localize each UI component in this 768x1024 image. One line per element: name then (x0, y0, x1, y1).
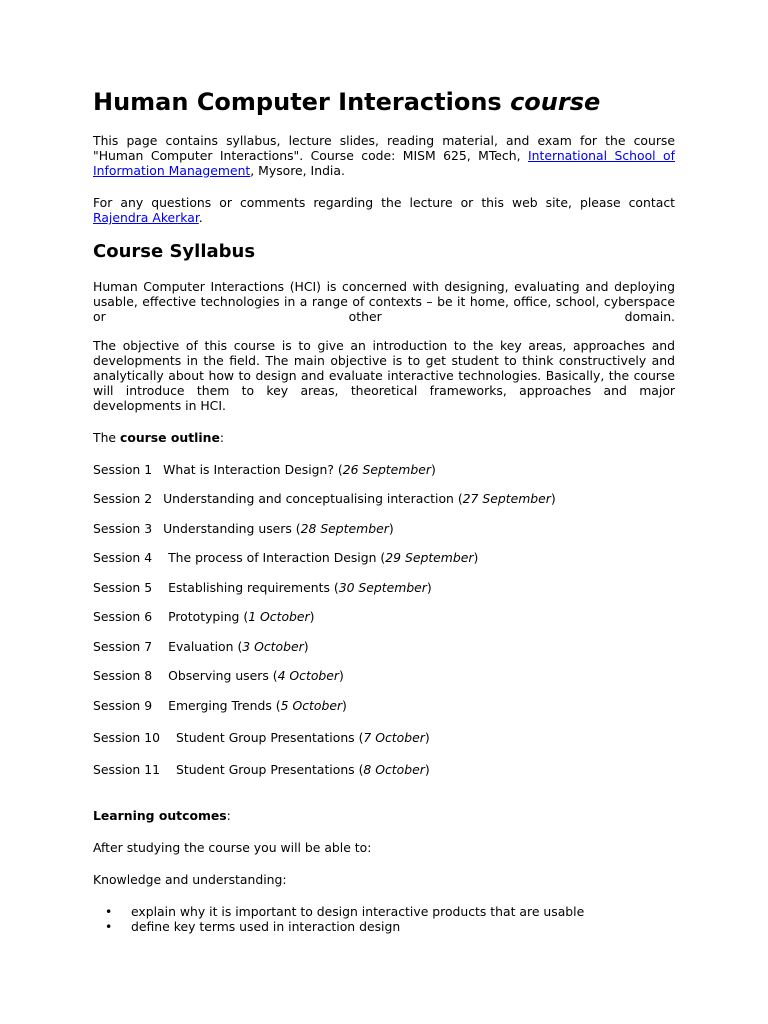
session-number: Session 4 (93, 550, 153, 565)
contact-text: For any questions or comments regarding the lecture or this web site, please contact (93, 195, 675, 210)
session-date: 27 September (462, 491, 551, 506)
session-title: Emerging Trends (168, 698, 272, 713)
session-row: Session 2 Understanding and conceptualising interaction (27 September) (93, 491, 556, 506)
outcomes-list (93, 904, 584, 934)
session-title: The process of Interaction Design (168, 550, 377, 565)
session-date: 26 September (342, 462, 431, 477)
session-row: Session 9 Emerging Trends (5 October) (93, 698, 347, 713)
intro-text: This page contains syllabus, lecture slides, reading material, and exam for the course "Human Computer Interactions". Course code: MISM 625, MTech, (93, 133, 675, 163)
session-number: Session 5 (93, 580, 153, 595)
session-row: Session 4 The process of Interaction Design (29 September) (93, 550, 479, 565)
list-item: • explain why it is important to design interactive products that are usable (105, 904, 585, 919)
session-row: Session 5 Establishing requirements (30 September) (93, 580, 432, 595)
session-row: Session 6 Prototyping (1 October) (93, 609, 315, 624)
session-date: 7 October (363, 730, 425, 745)
session-title: What is Interaction Design? (163, 462, 334, 477)
session-row: Session 7 Evaluation (3 October) (93, 639, 309, 654)
session-date: 4 October (277, 668, 340, 683)
session-date: 5 October (280, 698, 343, 713)
page-title-main: Human Computer Interactions (93, 88, 502, 116)
session-title: Understanding and conceptualising interaction (163, 491, 454, 506)
knowledge-label: Knowledge and understanding: (93, 872, 287, 887)
session-title: Prototyping (168, 609, 240, 624)
session-title: Evaluation (168, 639, 234, 654)
session-number: Session 8 (93, 668, 153, 683)
session-date: 30 September (338, 580, 427, 595)
contact-link[interactable]: Rajendra Akerkar (93, 210, 199, 225)
outcomes-intro: After studying the course you will be able to: (93, 840, 372, 855)
syllabus-paragraph-1: Human Computer Interactions (HCI) is concerned with designing, evaluating and deploying usable, effective technologies in a range of contexts – be it home, office, school, cyberspace or other domain. (93, 279, 675, 324)
session-row: Session 1 What is Interaction Design? (26 September) (93, 462, 436, 477)
session-title: Observing users (168, 668, 269, 683)
session-date: 3 October (242, 639, 304, 654)
session-title: Understanding users (163, 521, 292, 536)
session-number: Session 9 (93, 698, 153, 713)
bullet-icon: • (105, 904, 113, 919)
session-number: Session 7 (93, 639, 153, 654)
session-date: 1 October (248, 609, 310, 624)
course-outline-bold: course outline (119, 430, 220, 445)
session-row: Session 3 Understanding users (28 September) (93, 521, 394, 536)
bullet-icon: • (105, 919, 113, 934)
intro-text-end: , Mysore, India. (250, 163, 345, 178)
page-title-emphasis: course (510, 88, 601, 116)
isim-link[interactable]: International School of Information Management (93, 148, 675, 178)
contact-text-end: . (198, 210, 203, 225)
list-item: • define key terms used in interaction design (105, 919, 401, 934)
syllabus-paragraph-2: The objective of this course is to give an introduction to the key areas, approaches and developments in the field. The main objective is to get student to think constructively and analytically about how to design and evaluate interactive technologies. Basically, the course will introduce them to key areas, theoretical frameworks, approaches and major developments in HCI. (93, 338, 675, 413)
session-title: Student Group Presentations (175, 730, 355, 745)
syllabus-heading: Course Syllabus (93, 241, 256, 262)
intro-paragraph (93, 133, 675, 178)
learning-outcomes-heading: Learning outcomes: (93, 808, 231, 823)
session-row: Session 10 Student Group Presentations (7 October) (93, 730, 430, 745)
page-title (93, 84, 600, 120)
session-number: Session 6 (93, 609, 153, 624)
session-row: Session 11 Student Group Presentations (8 October) (93, 762, 430, 777)
session-number: Session 2 (93, 491, 153, 506)
contact-paragraph (93, 195, 675, 225)
session-row: Session 8 Observing users (4 October) (93, 668, 344, 683)
session-title: Establishing requirements (168, 580, 330, 595)
session-date: 28 September (300, 521, 389, 536)
session-number: Session 10 (93, 730, 160, 745)
session-date: 29 September (385, 550, 474, 565)
session-date: 8 October (363, 762, 425, 777)
session-number: Session 1 (93, 462, 153, 477)
session-number: Session 11 (93, 762, 160, 777)
session-number: Session 3 (93, 521, 153, 536)
course-outline-label: The course outline: (93, 430, 225, 445)
session-title: Student Group Presentations (175, 762, 355, 777)
